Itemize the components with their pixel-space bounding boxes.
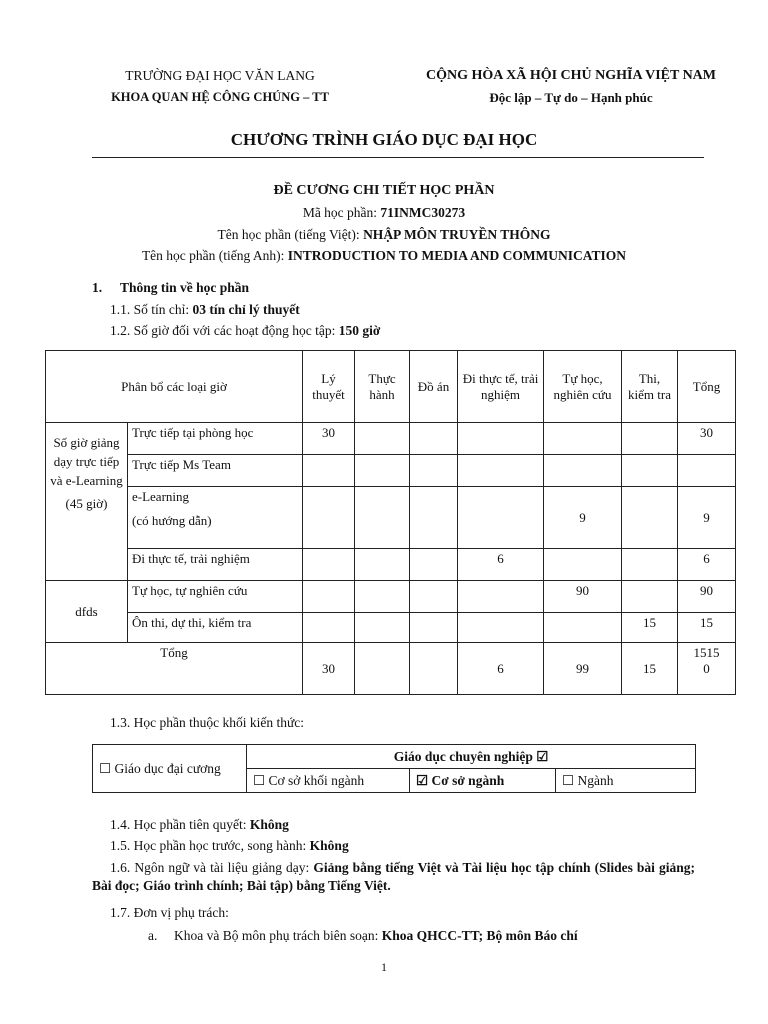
header-self-study: Tự học, nghiên cứu xyxy=(544,351,622,423)
cell-total: 6 xyxy=(678,549,736,581)
cell-practice xyxy=(355,549,410,581)
cell-practice xyxy=(355,423,410,455)
unit-item-label: Khoa và Bộ môn phụ trách biên soạn: xyxy=(174,928,382,943)
header-practice: Thực hành xyxy=(355,351,410,423)
cell-self-study xyxy=(544,455,622,487)
university-name: TRƯỜNG ĐẠI HỌC VĂN LANG xyxy=(125,68,315,83)
cell-total: 15 xyxy=(678,613,736,643)
parallel-course-line xyxy=(110,838,349,854)
cell-theory xyxy=(303,581,355,613)
header-total: Tổng xyxy=(678,351,736,423)
cell-exam: 15 xyxy=(622,613,678,643)
cell-exam xyxy=(622,423,678,455)
cell-total: 9 xyxy=(678,487,736,549)
cell-theory xyxy=(303,549,355,581)
row-label xyxy=(128,487,303,549)
cell-self-study xyxy=(544,613,622,643)
knowledge-block-table xyxy=(92,744,696,793)
total-project xyxy=(410,643,458,695)
foundation-major-option[interactable]: ☑ Cơ sở ngành xyxy=(410,769,556,793)
total-exam: 15 xyxy=(622,643,678,695)
course-name-vi-value: NHẬP MÔN TRUYỀN THÔNG xyxy=(363,227,551,242)
hours-label: 1.2. Số giờ đối với các hoạt động học tập: xyxy=(110,323,339,338)
total-field-trip: 6 xyxy=(458,643,544,695)
hours-allocation-table xyxy=(45,350,736,695)
outline-title: ĐỀ CƯƠNG CHI TIẾT HỌC PHẦN xyxy=(273,183,495,198)
document-title: CHƯƠNG TRÌNH GIÁO DỤC ĐẠI HỌC xyxy=(230,130,538,149)
header-field-trip: Đi thực tế, trải nghiệm xyxy=(458,351,544,423)
prerequisite-value: Không xyxy=(249,817,289,832)
section-1-number: 1. xyxy=(92,280,103,295)
cell-project xyxy=(410,487,458,549)
course-name-en-value: INTRODUCTION TO MEDIA AND COMMUNICATION xyxy=(287,248,627,263)
cell-exam xyxy=(622,487,678,549)
table-row xyxy=(46,487,736,549)
table-row xyxy=(46,613,736,643)
section-1-title: Thông tin về học phần xyxy=(120,280,250,295)
cell-self-study: 9 xyxy=(544,487,622,549)
group-direct-teaching-label: Số giờ giảng dạy trực tiếp và e-Learning xyxy=(50,435,123,488)
cell-practice xyxy=(355,581,410,613)
total-self-study: 99 xyxy=(544,643,622,695)
header-project: Đồ án xyxy=(410,351,458,423)
cell-field-trip: 6 xyxy=(458,549,544,581)
row-label: Trực tiếp Ms Team xyxy=(128,455,303,487)
cell-field-trip xyxy=(458,613,544,643)
cell-total: 90 xyxy=(678,581,736,613)
cell-field-trip xyxy=(458,581,544,613)
cell-project xyxy=(410,549,458,581)
knowledge-block-label: 1.3. Học phần thuộc khối kiến thức: xyxy=(110,715,305,730)
header-allocation: Phân bổ các loại giờ xyxy=(46,351,303,423)
course-code-value: 71INMC30273 xyxy=(380,205,466,220)
language-label: 1.6. Ngôn ngữ và tài liệu giảng dạy: xyxy=(110,860,314,875)
general-education-option[interactable]: ☐ Giáo dục đại cương xyxy=(93,745,247,793)
table-row xyxy=(46,455,736,487)
row-label: Ôn thi, dự thi, kiểm tra xyxy=(128,613,303,643)
language-paragraph xyxy=(92,859,695,895)
table-row xyxy=(93,745,696,769)
header-theory: Lý thuyết xyxy=(303,351,355,423)
group-self-study: dfds xyxy=(46,581,128,643)
faculty-name: KHOA QUAN HỆ CÔNG CHÚNG – TT xyxy=(111,90,329,104)
unit-item-value: Khoa QHCC-TT; Bộ môn Báo chí xyxy=(381,928,578,943)
cell-field-trip xyxy=(458,455,544,487)
table-row xyxy=(46,549,736,581)
title-divider xyxy=(92,157,704,158)
course-name-vi-line xyxy=(0,227,768,243)
cell-exam xyxy=(622,455,678,487)
cell-practice xyxy=(355,487,410,549)
cell-self-study xyxy=(544,549,622,581)
cell-project xyxy=(410,613,458,643)
prerequisite-label: 1.4. Học phần tiên quyết: xyxy=(110,817,250,832)
course-code-label: Mã học phần: xyxy=(302,205,381,220)
table-row xyxy=(46,581,736,613)
foundation-group-option[interactable]: ☐ Cơ sở khối ngành xyxy=(247,769,410,793)
national-title: CỘNG HÒA XÃ HỘI CHỦ NGHĨA VIỆT NAM xyxy=(425,68,716,83)
unit-item-marker: a. xyxy=(148,928,158,943)
row-label: Trực tiếp tại phòng học xyxy=(128,423,303,455)
total-grand: 1515 0 xyxy=(678,643,736,695)
group-direct-teaching-hours: (45 giờ) xyxy=(65,496,108,511)
header-exam: Thi, kiểm tra xyxy=(622,351,678,423)
credits-line xyxy=(110,302,300,318)
table-total-row xyxy=(46,643,736,695)
row-label-line2: (có hướng dẫn) xyxy=(132,513,212,528)
professional-education-option[interactable]: Giáo dục chuyên nghiệp ☑ xyxy=(247,745,696,769)
cell-project xyxy=(410,581,458,613)
total-practice xyxy=(355,643,410,695)
course-name-vi-label: Tên học phần (tiếng Việt): xyxy=(217,227,364,242)
cell-practice xyxy=(355,455,410,487)
cell-project xyxy=(410,423,458,455)
major-option[interactable]: ☐ Ngành xyxy=(556,769,696,793)
cell-theory: 30 xyxy=(303,423,355,455)
credits-label: 1.1. Số tín chỉ: xyxy=(110,302,193,317)
parallel-course-label: 1.5. Học phần học trước, song hành: xyxy=(110,838,310,853)
cell-self-study xyxy=(544,423,622,455)
row-label: Tự học, tự nghiên cứu xyxy=(128,581,303,613)
page-number: 1 xyxy=(381,960,387,974)
cell-total xyxy=(678,455,736,487)
cell-practice xyxy=(355,613,410,643)
hours-line xyxy=(110,323,380,339)
national-motto: Độc lập – Tự do – Hạnh phúc xyxy=(489,90,653,105)
language-value: Giảng bằng tiếng Việt và Tài liệu học tập chính (Slides bài giảng; Bài đọc; Giáo trình chính; Bài tập) bằng Tiếng Việt. xyxy=(92,860,695,893)
table-header-row xyxy=(46,351,736,423)
cell-field-trip xyxy=(458,423,544,455)
row-label: Đi thực tế, trải nghiệm xyxy=(128,549,303,581)
credits-value: 03 tín chỉ lý thuyết xyxy=(192,302,300,317)
parallel-course-value: Không xyxy=(309,838,349,853)
cell-exam xyxy=(622,549,678,581)
cell-theory xyxy=(303,613,355,643)
cell-self-study: 90 xyxy=(544,581,622,613)
cell-total: 30 xyxy=(678,423,736,455)
unit-item-line xyxy=(174,928,578,944)
unit-in-charge-label: 1.7. Đơn vị phụ trách: xyxy=(110,905,229,920)
cell-theory xyxy=(303,487,355,549)
course-name-en-label: Tên học phần (tiếng Anh): xyxy=(141,248,288,263)
hours-value: 150 giờ xyxy=(338,323,381,338)
cell-theory xyxy=(303,455,355,487)
cell-field-trip xyxy=(458,487,544,549)
cell-project xyxy=(410,455,458,487)
course-name-en-line xyxy=(0,248,768,264)
cell-exam xyxy=(622,581,678,613)
course-code-line xyxy=(0,205,768,221)
prerequisite-line xyxy=(110,817,289,833)
total-theory: 30 xyxy=(303,643,355,695)
row-label-line1: e-Learning xyxy=(132,489,190,504)
group-direct-teaching xyxy=(46,423,128,581)
total-label: Tổng xyxy=(46,643,303,695)
table-row xyxy=(46,423,736,455)
